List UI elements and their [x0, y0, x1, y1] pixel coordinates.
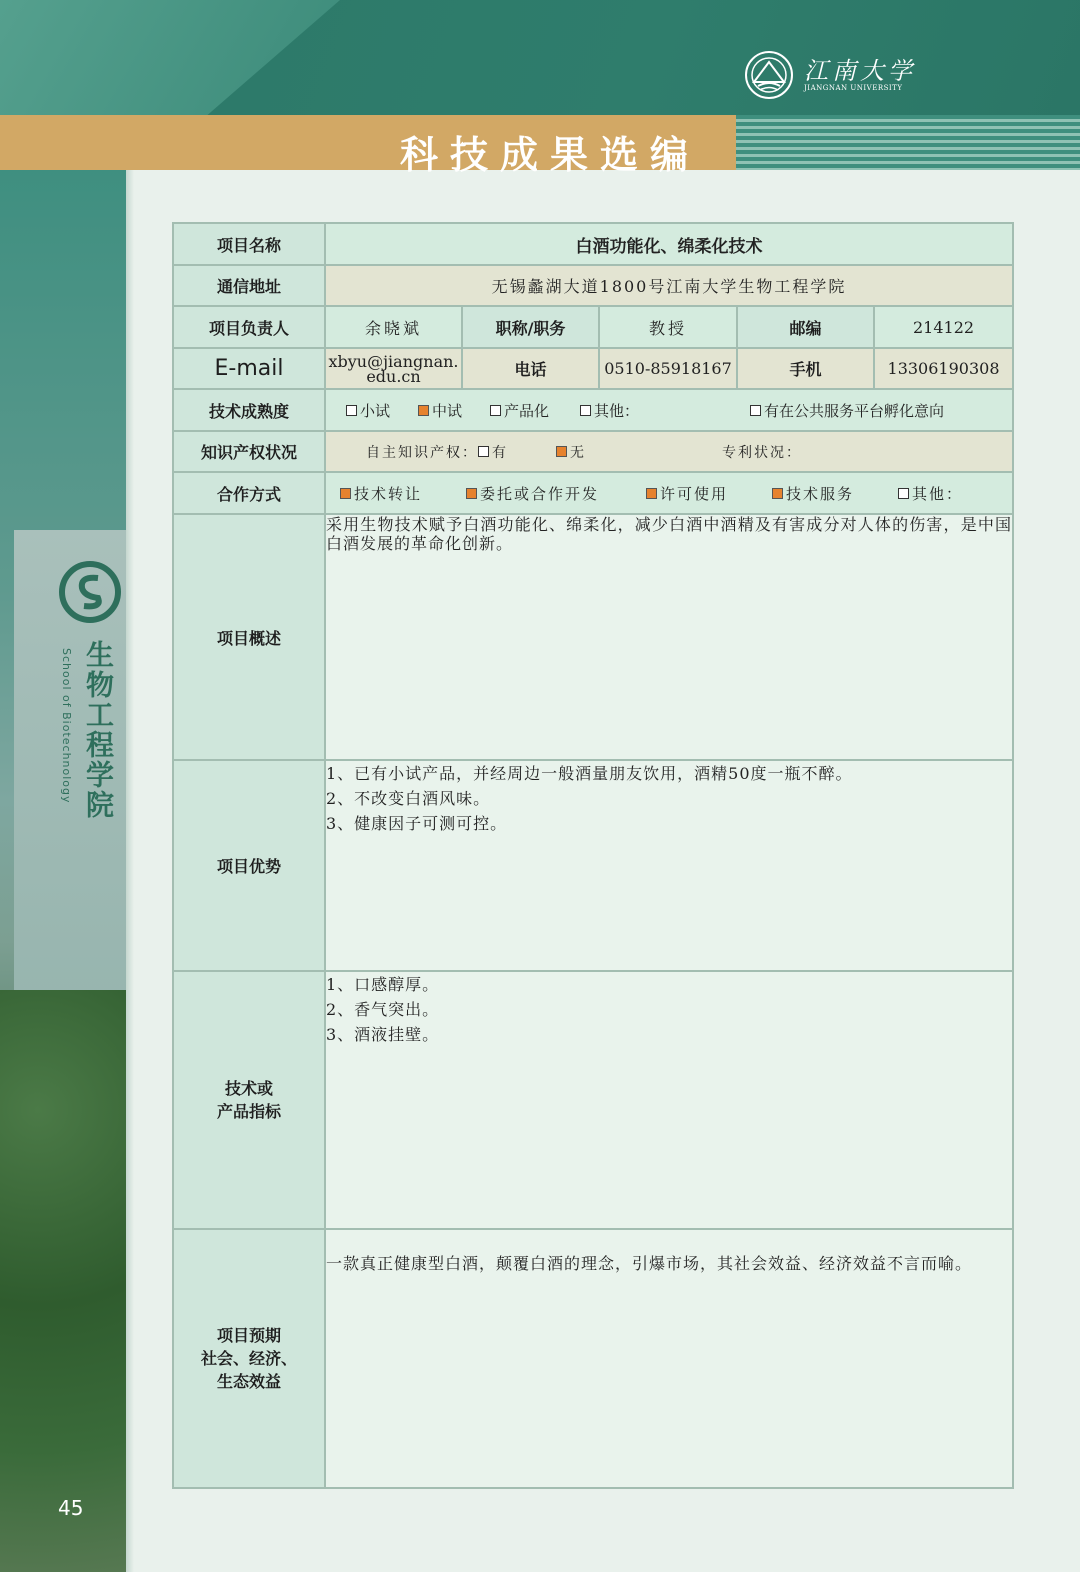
label-address: 通信地址 [173, 265, 325, 306]
row-overview [173, 514, 1013, 760]
page-title: 科技成果选编 [400, 133, 701, 177]
university-logo [744, 50, 916, 100]
option-cooperation-other[interactable]: 其他： [898, 483, 963, 504]
option-joint-development[interactable]: 委托或合作开发 [466, 483, 646, 504]
checkbox[interactable] [478, 446, 489, 457]
school-name-sign: 生物工程学院 [82, 640, 115, 820]
checkbox-checked[interactable] [340, 488, 351, 499]
row-maturity [173, 389, 1013, 431]
indicator-item: 2、香气突出。 [326, 1000, 440, 1019]
value-mobile: 13306190308 [874, 348, 1013, 389]
label-phone: 电话 [462, 348, 599, 389]
checkbox-checked[interactable] [556, 446, 567, 457]
label-maturity: 技术成熟度 [173, 389, 325, 431]
value-phone: 0510-85918167 [599, 348, 737, 389]
patent-status-label: 专利状况： [722, 444, 802, 461]
checkbox[interactable] [580, 405, 591, 416]
row-contact [173, 348, 1013, 389]
row-benefits [173, 1229, 1013, 1488]
option-tech-transfer[interactable]: 技术转让 [340, 483, 466, 504]
label-ip: 知识产权状况 [173, 431, 325, 472]
logo-english-name: JIANGNAN UNIVERSITY [804, 84, 903, 92]
value-project-name: 白酒功能化、绵柔化技术 [325, 223, 1013, 265]
checkbox-checked[interactable] [772, 488, 783, 499]
checkbox-checked[interactable] [418, 405, 429, 416]
header-band [0, 0, 1080, 118]
trees [0, 990, 126, 1572]
indicator-item: 3、酒液挂壁。 [326, 1025, 440, 1044]
label-position: 职称/职务 [462, 306, 599, 348]
label-advantages: 项目优势 [173, 760, 325, 971]
value-address: 无锡蠡湖大道1800号江南大学生物工程学院 [325, 265, 1013, 306]
page-number: 45 [58, 1496, 84, 1520]
school-logo-icon [58, 560, 122, 624]
value-benefits: 一款真正健康型白酒，颠覆白酒的理念，引爆市场，其社会效益、经济效益不言而喻。 [325, 1229, 1013, 1488]
value-advantages [325, 760, 1013, 971]
ip-options [325, 431, 1013, 472]
label-cooperation: 合作方式 [173, 472, 325, 514]
own-ip-label: 自主知识产权： [366, 444, 478, 461]
row-address [173, 265, 1013, 306]
option-license[interactable]: 许可使用 [646, 483, 772, 504]
cooperation-options [325, 472, 1013, 514]
label-overview: 项目概述 [173, 514, 325, 760]
advantage-item: 2、不改变白酒风味。 [326, 789, 491, 808]
option-ip-no[interactable]: 无 [556, 442, 722, 462]
option-productized[interactable]: 产品化 [490, 400, 580, 421]
header-decoration [0, 0, 340, 118]
row-project-name [173, 223, 1013, 265]
label-project-name: 项目名称 [173, 223, 325, 265]
column-shadow [126, 170, 134, 1572]
email-line-1: xbyu@jiangnan. [328, 351, 459, 371]
option-other[interactable]: 其他： [580, 400, 750, 421]
checkbox[interactable] [490, 405, 501, 416]
label-email: E-mail [173, 348, 325, 389]
label-mobile: 手机 [737, 348, 874, 389]
maturity-options [325, 389, 1013, 431]
value-indicators [325, 971, 1013, 1229]
advantage-item: 1、已有小试产品，并经周边一般酒量朋友饮用，酒精50度一瓶不醉。 [326, 764, 853, 783]
checkbox[interactable] [346, 405, 357, 416]
header-stripes [736, 115, 1080, 170]
checkbox[interactable] [750, 405, 761, 416]
option-small-test[interactable]: 小试 [346, 400, 418, 421]
university-emblem-icon [744, 50, 794, 100]
option-ip-yes[interactable]: 有 [478, 442, 556, 462]
value-postcode: 214122 [874, 306, 1013, 348]
value-leader: 余晓斌 [325, 306, 462, 348]
project-form [172, 222, 1014, 1489]
option-pilot-test[interactable]: 中试 [418, 400, 490, 421]
value-email [325, 348, 462, 389]
option-tech-service[interactable]: 技术服务 [772, 483, 898, 504]
value-position: 教授 [599, 306, 737, 348]
label-postcode: 邮编 [737, 306, 874, 348]
indicator-item: 1、口感醇厚。 [326, 975, 440, 994]
value-overview: 采用生物技术赋予白酒功能化、绵柔化，减少白酒中酒精及有害成分对人体的伤害，是中国白酒发展的革命化创新。 [325, 514, 1013, 760]
row-leader [173, 306, 1013, 348]
label-indicators: 技术或 产品指标 [173, 971, 325, 1229]
checkbox[interactable] [898, 488, 909, 499]
checkbox-checked[interactable] [466, 488, 477, 499]
label-leader: 项目负责人 [173, 306, 325, 348]
advantage-item: 3、健康因子可测可控。 [326, 814, 508, 833]
side-photo [0, 170, 126, 1572]
label-benefits: 项目预期 社会、经济、 生态效益 [173, 1229, 325, 1488]
row-ip [173, 431, 1013, 472]
row-advantages [173, 760, 1013, 971]
row-indicators [173, 971, 1013, 1229]
school-name-english: School of Biotechnology [60, 648, 73, 804]
row-cooperation [173, 472, 1013, 514]
logo-chinese-name: 江南大学 [804, 57, 916, 85]
option-incubation[interactable]: 有在公共服务平台孵化意向 [750, 400, 944, 421]
checkbox-checked[interactable] [646, 488, 657, 499]
email-line-2: edu.cn [366, 366, 421, 386]
